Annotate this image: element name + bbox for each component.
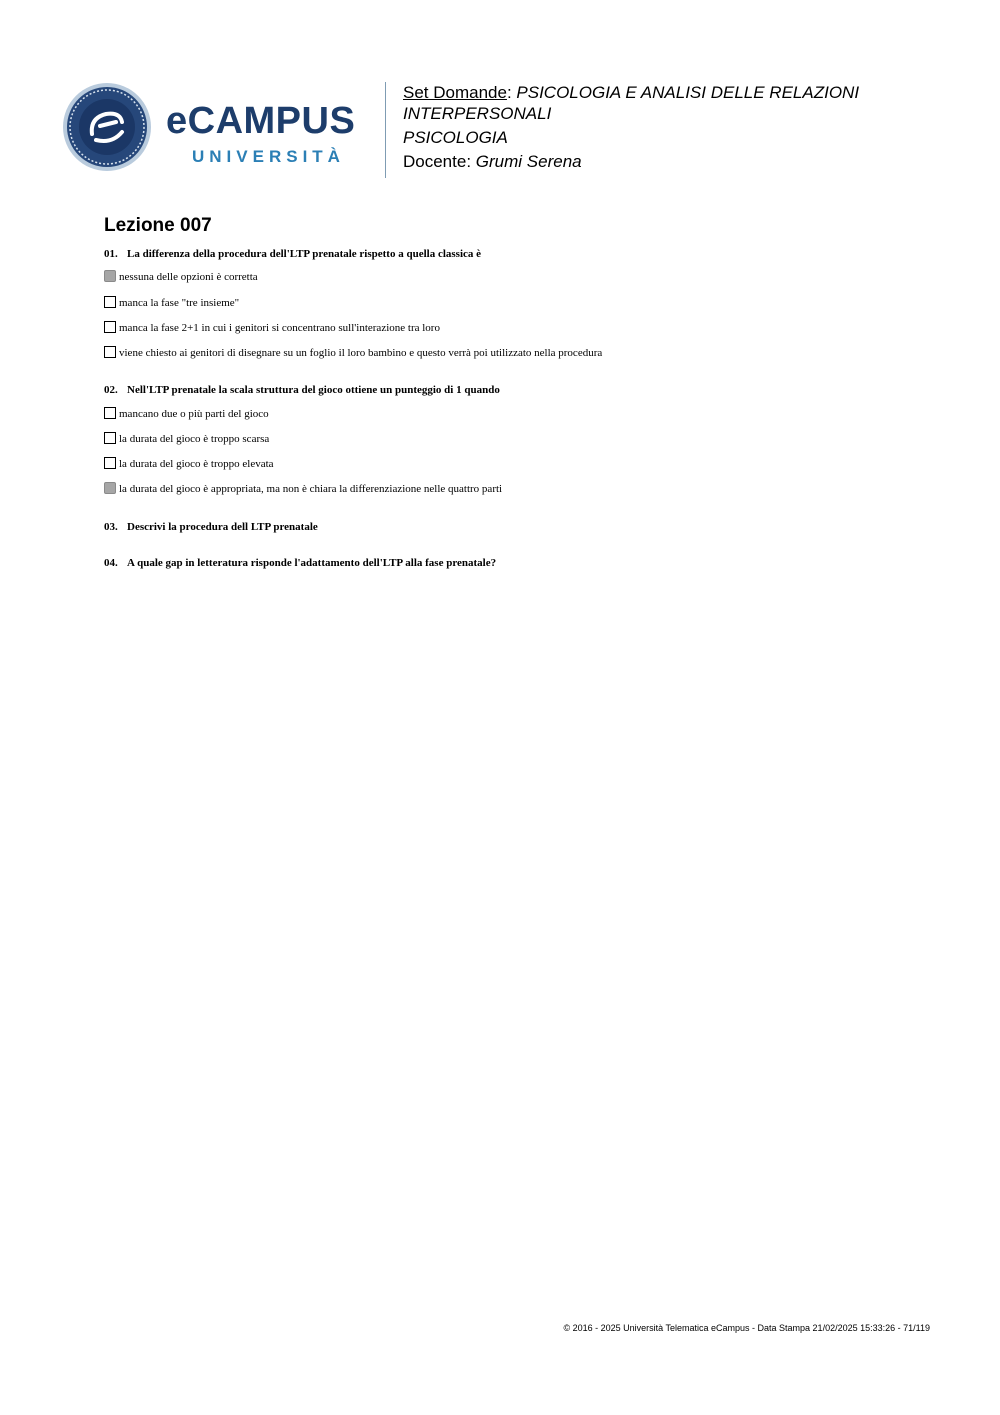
document-header: [403, 82, 963, 175]
option-row[interactable]: [104, 296, 239, 310]
question-number: 01.: [104, 248, 118, 260]
option-row[interactable]: [104, 321, 440, 335]
option-row[interactable]: [104, 432, 269, 446]
question-text: Descrivi la procedura dell LTP prenatale: [127, 521, 318, 533]
set-line: Set Domande: PSICOLOGIA E ANALISI DELLE RELAZIONI INTERPERSONALI: [403, 83, 860, 123]
question-number: 02.: [104, 384, 118, 396]
logo-subtitle: UNIVERSITÀ: [192, 147, 345, 166]
teacher-line: [403, 151, 963, 172]
question-number: 04.: [104, 557, 118, 569]
checkbox[interactable]: [104, 407, 116, 419]
teacher-label: Docente:: [403, 152, 472, 171]
logo-wordmark: eCAMPUS: [166, 100, 356, 142]
option-row[interactable]: [104, 482, 502, 496]
checkbox-checked[interactable]: [104, 270, 116, 282]
set-label: Set Domande: [403, 83, 507, 102]
question-text: Nell'LTP prenatale la scala struttura del gioco ottiene un punteggio di 1 quando: [127, 384, 500, 396]
question-02: [104, 384, 500, 396]
university-seal-icon: [62, 82, 152, 172]
option-text: la durata del gioco è appropriata, ma non è chiara la differenziazione nelle quattro parti: [119, 483, 503, 495]
checkbox[interactable]: [104, 346, 116, 358]
option-text: la durata del gioco è troppo elevata: [119, 458, 274, 470]
page-footer: © 2016 - 2025 Università Telematica eCampus - Data Stampa 21/02/2025 15:33:26 - 71/119: [563, 1323, 930, 1333]
option-text: la durata del gioco è troppo scarsa: [119, 433, 270, 445]
question-03: [104, 521, 318, 533]
option-text: manca la fase "tre insieme": [119, 297, 240, 309]
checkbox[interactable]: [104, 457, 116, 469]
option-text: mancano due o più parti del gioco: [119, 408, 269, 420]
question-number: 03.: [104, 521, 118, 533]
question-04: [104, 557, 496, 569]
option-text: nessuna delle opzioni è corretta: [119, 271, 258, 283]
question-text: A quale gap in letteratura risponde l'adattamento dell'LTP alla fase prenatale?: [127, 557, 497, 569]
option-row[interactable]: [104, 270, 258, 284]
question-text: La differenza della procedura dell'LTP prenatale rispetto a quella classica è: [127, 248, 482, 260]
option-row[interactable]: [104, 346, 602, 360]
checkbox-checked[interactable]: [104, 482, 116, 494]
question-01: [104, 248, 481, 260]
set-title: PSICOLOGIA E ANALISI DELLE RELAZIONI INTERPERSONALI: [403, 83, 860, 123]
option-row[interactable]: [104, 407, 269, 421]
checkbox[interactable]: [104, 296, 116, 308]
header-divider: [385, 82, 386, 178]
lesson-title: Lezione 007: [104, 215, 212, 236]
subject: PSICOLOGIA: [403, 128, 508, 147]
option-text: manca la fase 2+1 in cui i genitori si concentrano sull'interazione tra loro: [119, 322, 440, 334]
checkbox[interactable]: [104, 432, 116, 444]
option-text: viene chiesto ai genitori di disegnare su un foglio il loro bambino e questo verrà poi utilizzato nella procedura: [119, 347, 603, 359]
checkbox[interactable]: [104, 321, 116, 333]
teacher-name: Grumi Serena: [475, 152, 582, 171]
option-row[interactable]: [104, 457, 274, 471]
ecampus-logo: [62, 82, 372, 177]
